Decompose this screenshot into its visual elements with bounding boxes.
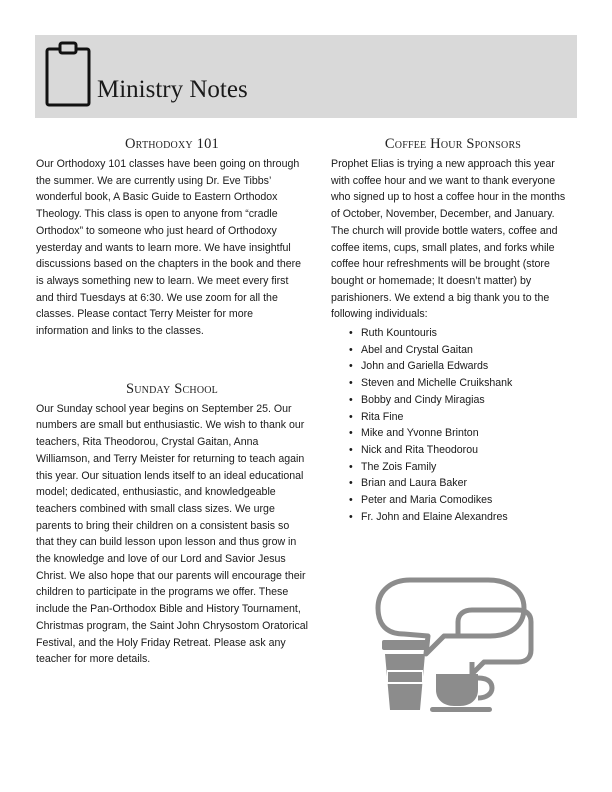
right-column (331, 135, 575, 525)
orthodoxy-body: Our Orthodoxy 101 classes have been going on through the summer. We are currently using Dr. Eve Tibbs’ wonderful book, A Basic Guide to Eastern Orthodox Theology. This class is open to anyone from “cradle Orthodox” to someone who just heard of Orthodoxy yesterday and wants to learn more. We have insightful discussions based on the chapters in the book and there is always something new to learn. We meet every first and third Tuesdays at 6:30. We use zoom for all the classes. Please contact Terry Meister for more information and links to the classes. (36, 158, 302, 338)
list-item: • Rita Fine (349, 409, 575, 426)
list-item: • Bobby and Cindy Miragias (349, 392, 575, 409)
list-item: • Nick and Rita Theodorou (349, 442, 575, 459)
sunday-school-heading: Sunday School (126, 380, 218, 397)
orthodoxy-heading: Orthodoxy 101 (125, 136, 219, 152)
coffee-hour-heading: Coffee Hour Sponsors (384, 136, 522, 152)
list-item: • Peter and Maria Comodikes (349, 492, 575, 509)
list-item: • Steven and Michelle Cruikshank (349, 375, 575, 392)
list-item: • Fr. John and Elaine Alexandres (349, 509, 575, 526)
sponsor-list (349, 325, 575, 525)
list-item: • Mike and Yvonne Brinton (349, 425, 575, 442)
list-item: • Ruth Kountouris (349, 325, 575, 342)
list-item: • The Zois Family (349, 459, 575, 476)
coffee-hour-body: Prophet Elias is trying a new approach this year with coffee hour and we want to thank everyone who signed up to host a coffee hour in the months of October, November, December, and January. The church will provide bottle waters, coffee and coffee items, cups, small plates, and forks while coffee hour refreshments will be brought (store bought or homemade; It doesn’t matter) by parishioners. We extend a big thank you to the following individuals: (331, 158, 566, 321)
list-item: • John and Gariella Edwards (349, 358, 575, 375)
page-title: Ministry Notes (97, 76, 248, 103)
clipboard-icon (44, 40, 92, 108)
sunday-school-body: Our Sunday school year begins on September 25. Our numbers are small but enthusiastic. We wish to thank our teachers, Rita Theodorou, Crystal Gaitan, Anna Williamson, and Terry Meister for returning to teach again this year. Our situation lends itself to an ideal educational model; dedicated, enthusiastic, and knowledgeable teachers combined with small class sizes. We urge parents to bring their children on a consistent basis so that they can build lesson upon lesson and thus grow in the knowledge and love of our Lord and Savior Jesus Christ. We also hope that our parents will encourage their children to participate in the programs we offer. These include the Pan-Orthodox Bible and History Tournament, Christmas program, the Saint John Chrysostom Oratorical Festival, and the Holy Friday Retreat. Please ask any teacher for more details. (36, 402, 309, 666)
list-item: • Brian and Laura Baker (349, 475, 575, 492)
left-column (36, 135, 308, 668)
coffee-chat-icon (374, 574, 534, 714)
list-item: • Abel and Crystal Gaitan (349, 342, 575, 359)
